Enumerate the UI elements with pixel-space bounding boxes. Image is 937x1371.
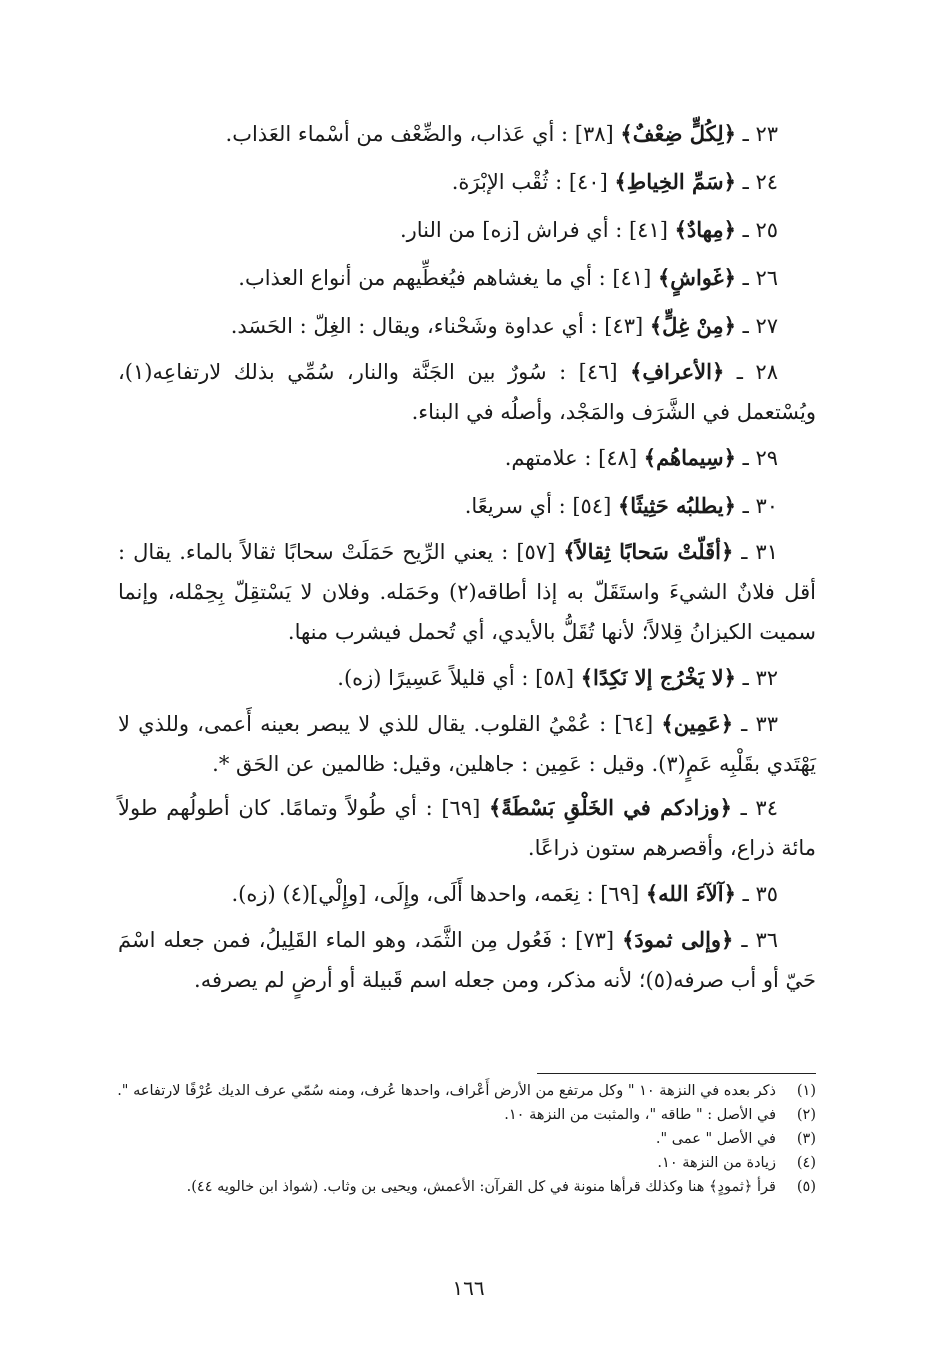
entry-definition: [٦٩] : أي طُولاً وتمامًا. كان أطولُهم طولاً مائة ذراع، وأقصرهم ستون ذراعًا. [118, 796, 816, 860]
entry-36 [118, 920, 816, 1000]
footnote-1 [60, 1080, 816, 1102]
entry-34 [118, 788, 816, 868]
entry-definition: [٦٤] : عُمْيُ القلوب. يقال للذي لا يبصر بعينه أَعمى، وللذي لا يَهْتَدي بقَلْبِه عَمٍ(٣). وقيل : عَمِين : جاهلين، وقيل: ظالمين عن الحَق *. [118, 712, 816, 776]
quran-term: ﴿وزادكم في الخَلْقِ بَسْطَةً﴾ [489, 795, 732, 820]
entry-definition: [٧٣] : فَعُول مِن الثَّمَد، وهو الماء القَلِيلُ، فمن جعله اسْمَ حَيّ أو أب صرفه(٥)؛ لأنه مذكر، ومن جعله اسم قَبيلة أو أرضٍ لم يصرفه. [118, 928, 816, 992]
entry-definition: [٦٩] : نِعَمه، واحدها أَلَى، وإِلَى، [وإِلْي](٤) (زه). [231, 882, 640, 906]
entry-number: ٣٤ ـ [740, 796, 778, 820]
entry-number: ٣٥ ـ [742, 882, 778, 906]
footnote-text: زيادة من النزهة ١٠. [657, 1155, 776, 1171]
footnote-text: في الأصل " عمى ". [655, 1131, 776, 1147]
quran-term: ﴿آلآءَ الله﴾ [645, 881, 736, 906]
entry-number: ٣٣ ـ [741, 712, 778, 736]
entry-number: ٣٢ ـ [742, 666, 778, 690]
quran-term: ﴿عَمِين﴾ [661, 711, 733, 736]
entry-definition: [٤١] : أي فراش [زه] من النار. [399, 218, 668, 242]
entry-number: ٢٤ ـ [742, 170, 778, 194]
footnote-divider [537, 1073, 816, 1074]
entry-24 [118, 160, 816, 204]
entry-definition: [٤١] : أي ما يغشاهم فيُغطِّيهم من أنواع العذاب. [238, 266, 652, 290]
entry-29 [118, 436, 816, 480]
entry-28 [118, 352, 816, 432]
footnote-number: (٤) [796, 1155, 816, 1171]
entry-number: ٢٣ ـ [742, 122, 778, 146]
entry-number: ٢٧ ـ [742, 314, 778, 338]
entry-number: ٢٩ ـ [742, 446, 778, 470]
entry-number: ٣٠ ـ [742, 494, 778, 518]
entry-23 [118, 112, 816, 156]
quran-term: ﴿الأعرافِ﴾ [630, 359, 725, 384]
entry-33 [118, 704, 816, 784]
quran-term: ﴿يطلبُه حَثِيثًا﴾ [617, 493, 736, 518]
entry-definition: [٥٧] : يعني الرِّيح حَمَلَتْ سحابًا ثقالاً بالماء. يقال : أقل فلانٌ الشيءَ واستَقَلّ به إذا أطاقه(٢) وحَمَله. وفلان لا يَسْتقِلّ بِحِمْله، وإنما سميت الكيزانُ قِلالاً؛ لأنها تُقَلُّ بالأيدي، أي تُحمل فيشرب منها. [118, 540, 816, 644]
quran-term: ﴿غَواشٍ﴾ [658, 265, 736, 290]
entry-definition: [٥٤] : أي سريعًا. [464, 494, 612, 518]
entry-number: ٢٨ ـ [736, 360, 778, 384]
entry-definition: [٤٠] : ثُقْب الإبْرَة. [451, 170, 608, 194]
footnote-text: قرأ ﴿ثمودٍ﴾ هنا وكذلك قرأها منونة في كل القرآن: الأعمش، ويحيى بن وثاب. (شواذ ابن خالويه ٤٤). [186, 1179, 776, 1195]
footnote-number: (٥) [796, 1179, 816, 1195]
footnote-4 [60, 1152, 816, 1174]
footnote-3 [60, 1128, 816, 1150]
entry-number: ٢٦ ـ [742, 266, 778, 290]
footnote-number: (٣) [796, 1131, 816, 1147]
entry-number: ٣٦ ـ [741, 928, 779, 952]
quran-term: ﴿سَمِّ الخِياطِ﴾ [614, 169, 736, 194]
entry-25 [118, 208, 816, 252]
quran-term: ﴿مِنْ غِلٍّ﴾ [649, 313, 736, 338]
quran-term: ﴿أقَلّتْ سَحابًا ثِقالاً﴾ [563, 539, 734, 564]
footnotes [60, 1080, 816, 1200]
entry-definition: [٤٨] : علامتهم. [504, 446, 638, 470]
entry-definition: [٥٨] : أي قليلاً عَسِيرًا (زه). [337, 666, 575, 690]
entry-definition: [٤٣] : أي عداوة وشَحْناء، ويقال : الغِلّ : الحَسَد. [230, 314, 644, 338]
quran-term: ﴿لا يَخْرُج إلا نَكِدًا﴾ [580, 665, 736, 690]
glossary-entries [118, 112, 816, 1004]
page-number: ١٦٦ [452, 1276, 485, 1300]
entry-31 [118, 532, 816, 652]
quran-term: ﴿وإلى ثمودَ﴾ [622, 927, 734, 952]
footnote-number: (١) [796, 1083, 816, 1099]
entry-definition: [٣٨] : أي عَذاب، والضِّعْف من أسْماء العَذاب. [225, 122, 614, 146]
entry-number: ٢٥ ـ [742, 218, 778, 242]
entry-30 [118, 484, 816, 528]
entry-27 [118, 304, 816, 348]
entry-35 [118, 872, 816, 916]
quran-term: ﴿سِيماهُم﴾ [643, 445, 736, 470]
quran-term: ﴿لِكُلٍّ ضِعْفٌ﴾ [620, 121, 736, 146]
entry-definition: [٤٦] : سُورٌ بين الجَنَّة والنار، سُمِّي بذلك لارتفاعِه(١)، ويُسْتعمل في الشَّرَف والمَجْد، وأصلُه في البناء. [118, 360, 816, 424]
footnote-5 [60, 1176, 816, 1198]
entry-number: ٣١ ـ [741, 540, 778, 564]
entry-32 [118, 656, 816, 700]
footnote-text: ذكر بعده في النزهة ١٠ " وكل مرتفع من الأرض أَعْراف، واحدها عُرف، ومنه سُمّي عرف الديك عُرْفًا لارتفاعه ". [117, 1083, 776, 1099]
footnote-text: في الأصل : " طاقه "، والمثبت من النزهة ١٠. [504, 1107, 776, 1123]
entry-26 [118, 256, 816, 300]
quran-term: ﴿مِهادٌ﴾ [674, 217, 736, 242]
footnote-2 [60, 1104, 816, 1126]
footnote-number: (٢) [796, 1107, 816, 1123]
